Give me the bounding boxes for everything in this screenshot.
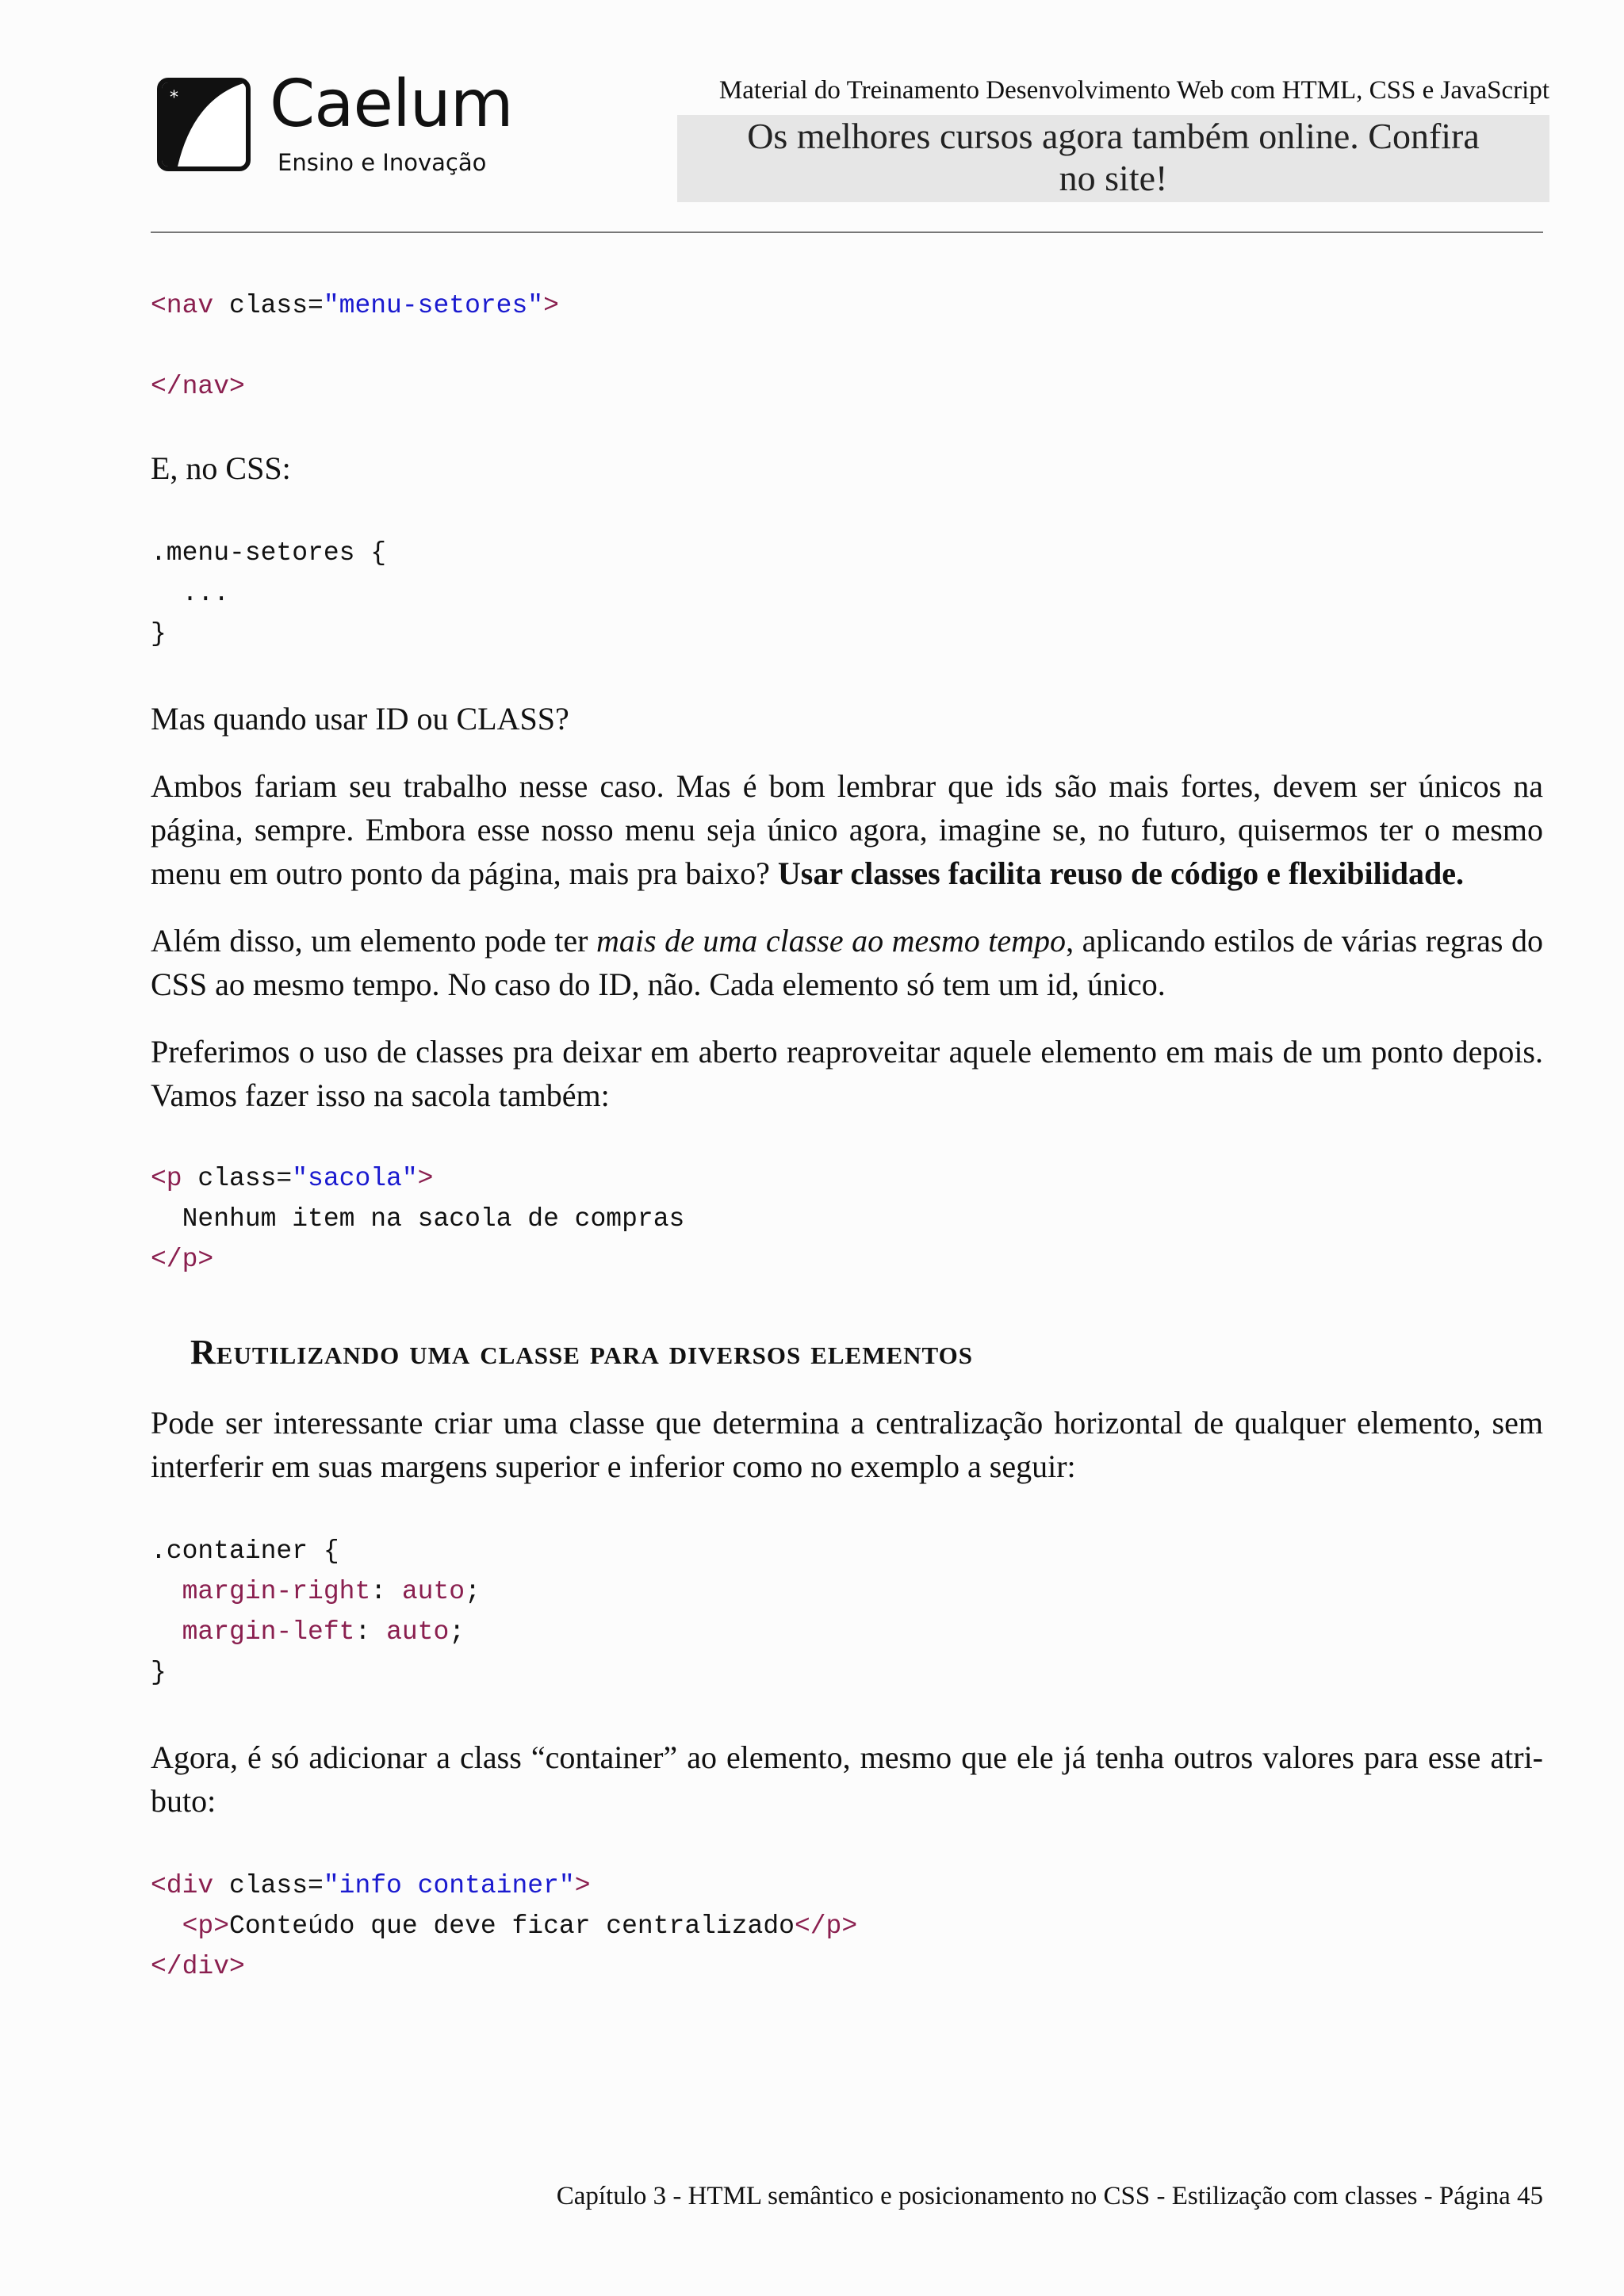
paragraph-text: Além disso, um elemento pode ter — [151, 923, 597, 959]
code-tag: <nav — [151, 291, 214, 320]
code-value: auto — [401, 1577, 465, 1606]
paragraph: Agora, é só adicionar a class “container” ao elemento, mesmo que ele já tenha outros valores para esse atri- buto: — [151, 1739, 1543, 1819]
code-attr: class= — [213, 1871, 324, 1900]
code-text: Conteúdo que deve ficar centralizado — [229, 1911, 795, 1941]
code-attr: class= — [182, 1164, 293, 1193]
promo-banner: Os melhores cursos agora também online. Confira no site! — [677, 115, 1549, 202]
paragraph-text: Ambos fariam seu trabalho nesse caso. Mas é bom lembrar que ids são mais fortes, devem ser únicos na página, sempre. Embora esse nosso menu seja único agora, imagine se, no futuro, quisermos ter o mesmo menu em outro ponto da página, mais pra baixo? — [151, 768, 1543, 891]
logo-mark-icon — [157, 78, 251, 171]
italic-text: mais de uma classe ao mesmo tempo — [596, 923, 1067, 959]
code-tag: > — [574, 1871, 591, 1900]
page-header — [151, 63, 1549, 198]
paragraph — [151, 764, 1543, 895]
code-line: .menu-setores { — [151, 538, 387, 568]
paragraph-text: , aplicando estilos de várias regras do CSS ao mesmo tempo. No caso do ID, não. Cada elemento só tem um id, único. — [151, 923, 1543, 1002]
paragraph: E, no CSS: — [151, 450, 291, 486]
code-block-sacola — [151, 1158, 1543, 1280]
code-line: ... — [151, 579, 230, 608]
paragraph: Preferimos o uso de classes pra deixar em aberto reaproveitar aquele elemento em mais de um ponto depois. Vamos fazer isso na sacola também: — [151, 1034, 1543, 1113]
paragraph — [151, 919, 1543, 1006]
code-tag: <p> — [182, 1911, 230, 1941]
paragraph: Mas quando usar ID ou CLASS? — [151, 701, 569, 737]
code-string: "sacola" — [292, 1164, 418, 1193]
code-tag: </p> — [794, 1911, 858, 1941]
page-footer: Capítulo 3 - HTML semântico e posicionamento no CSS - Estilização com classes - Página 45 — [556, 2182, 1543, 2210]
code-block-nav — [151, 285, 1543, 407]
code-value: auto — [386, 1617, 450, 1647]
material-title: Material do Treinamento Desenvolvimento Web com HTML, CSS e JavaScript — [718, 76, 1549, 105]
paragraph: Pode ser interessante criar uma classe que determina a centralização horizontal de qualquer elemento, sem interferir em suas margens superior e inferior como no exemplo a seguir: — [151, 1405, 1543, 1484]
code-line: } — [151, 619, 167, 649]
code-tag: > — [417, 1164, 434, 1193]
code-tag: > — [543, 291, 559, 320]
code-tag: </p> — [151, 1245, 214, 1274]
bold-text: Usar classes facilita reuso de código e flexibilidade. — [777, 855, 1465, 891]
code-tag: <div — [151, 1871, 214, 1900]
code-tag: </nav> — [151, 372, 245, 401]
svg-text:*: * — [170, 88, 178, 108]
code-line: } — [151, 1658, 167, 1687]
code-line: Nenhum item na sacola de compras — [151, 1204, 685, 1234]
page-content — [151, 285, 1543, 1987]
caelum-logo — [151, 67, 513, 176]
logo-tagline: Ensino e Inovação — [278, 149, 487, 176]
code-attr: class= — [213, 291, 324, 320]
code-property: margin-left — [182, 1617, 355, 1647]
code-tag: </div> — [151, 1952, 245, 1981]
code-string: "info container" — [323, 1871, 575, 1900]
code-block-div — [151, 1866, 1543, 1987]
code-block-container: .container { margin-right: auto; margin-left: auto; } — [151, 1536, 481, 1687]
logo-name: Caelum — [270, 67, 513, 142]
code-string: "menu-setores" — [323, 291, 544, 320]
section-title: Reutilizando uma classe para diversos elementos — [190, 1333, 974, 1372]
code-line: .container { — [151, 1536, 339, 1566]
header-right — [677, 76, 1549, 202]
code-block-css — [151, 533, 1543, 654]
code-tag: <p — [151, 1164, 182, 1193]
code-property: margin-right — [182, 1577, 371, 1606]
header-divider — [151, 232, 1543, 233]
